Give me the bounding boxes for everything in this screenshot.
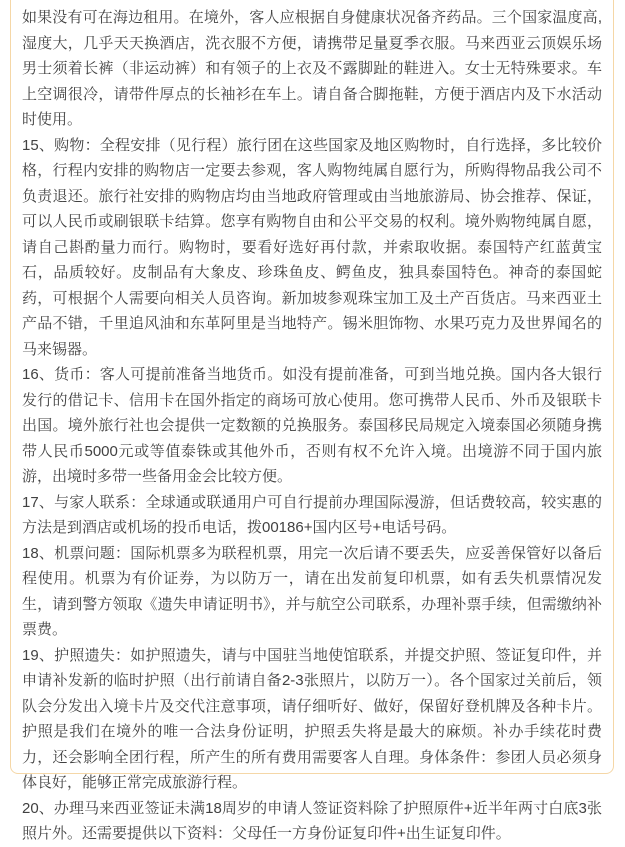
notice-paragraph-17-contact-family: 17、与家人联系：全球通或联通用户可自行提前办理国际漫游，但话费较高，较实惠的方法是到酒店或机场的投币电话，拨00186+国内区号+电话号码。 (22, 493, 602, 536)
travel-notice-panel (10, 0, 614, 842)
notice-paragraph-20-malaysia-visa: 20、办理马来西亚签证未满18周岁的申请人签证资料除了护照原件+近半年两寸白底3张照片外。还需要提供以下资料：父母任一方身份证复印件+出生证复印件。 (22, 799, 602, 842)
notice-paragraph-18-air-tickets: 18、机票问题：国际机票多为联程机票，用完一次后请不要丢失，应妥善保管好以备后程使用。机票为有价证券，为以防万一，请在出发前复印机票，如有丢失机票情况发生，请到警方领取《遗失申请证明书》，并与航空公司联系，办理补票手续，但需缴纳补票费。 (22, 544, 602, 638)
notice-paragraph-19-passport-loss: 19、护照遗失：如护照遗失，请与中国驻当地使馆联系，并提交护照、签证复印件，并申请补发新的临时护照（出行前请自备2-3张照片，以防万一）。各个国家过关前后，领队会分发出入境卡片及交代注意事项，请仔细听好、做好，保留好登机牌及各种卡片。护照是我们在境外的唯一合法身份证明，护照丢失将是最大的麻烦。补办手续花时费力，还会影响全团行程，所产生的所有费用需要客人自理。身体条件：参团人员必须身体良好，能够正常完成旅游行程。 (22, 646, 602, 791)
notice-paragraph-15-shopping: 15、购物：全程安排（见行程）旅行团在这些国家及地区购物时，自行选择，多比较价格，行程内安排的购物店一定要去参观，客人购物纯属自愿行为，所购得物品我公司不负责退还。旅行社安排的购物店均由当地政府管理或由当地旅游局、协会推荐、保证，可以人民币或刷银联卡结算。您享有购物自由和公平交易的权利。境外购物纯属自愿，请自己斟酌量力而行。购物时，要看好选好再付款，并索取收据。泰国特产红蓝黄宝石，品质较好。皮制品有大象皮、珍珠鱼皮、鳄鱼皮，独具泰国特色。神奇的泰国蛇药，可根据个人需要向相关人员咨询。新加坡参观珠宝加工及土产百货店。马来西亚土产品不错，千里追风油和东革阿里是当地特产。锡米胆饰物、水果巧克力及世界闻名的马来锡器。 (22, 136, 602, 358)
notice-paragraph-rental-health-clothing: 如果没有可在海边租用。在境外，客人应根据自身健康状况备齐药品。三个国家温度高,湿度大，几乎天天换酒店，洗衣服不方便，请携带足量夏季衣服。马来西亚云顶娱乐场男士须着长裤（非运动裤）和有领子的上衣及不露脚趾的鞋进入。女士无特殊要求。车上空调很冷，请带件厚点的长袖衫在车上。请自备合脚拖鞋，方便于酒店内及下水活动时使用。 (22, 9, 602, 128)
notice-paragraph-16-currency: 16、货币：客人可提前准备当地货币。如没有提前准备，可到当地兑换。国内各大银行发行的借记卡、信用卡在国外指定的商场可放心使用。您可携带人民币、外币及银联卡出国。境外旅行社也会提供一定数额的兑换服务。泰国移民局规定入境泰国必须随身携带人民币5000元或等值泰铢或其他外币，否则有权不允许入境。出境游不同于国内旅游，出境时多带一些备用金会比较方便。 (22, 366, 602, 485)
travel-notice-content (11, 0, 613, 847)
